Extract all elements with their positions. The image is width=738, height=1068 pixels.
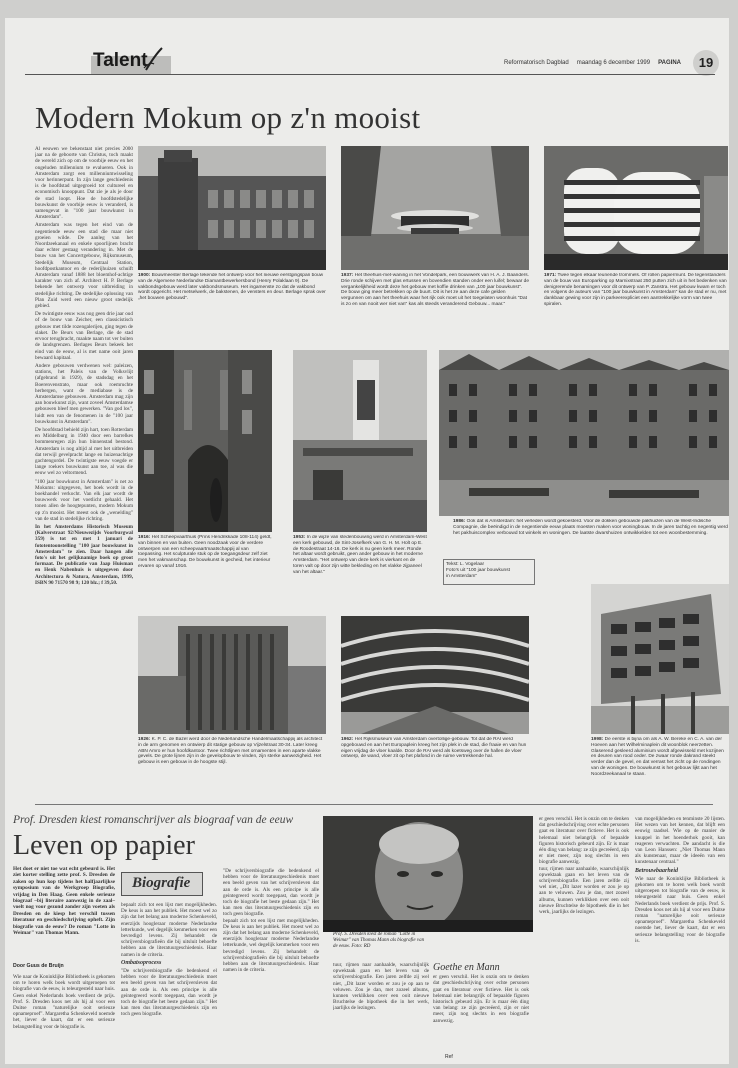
photo-1998-housing [591, 584, 729, 734]
article-paragraph: "100 jaar bouwkunst in Amsterdam" is net zo Mokums: uitgegeven, het boek wordt in de boekhandel verkocht. Van elk jaar wordt de bouwwerk voor het voetlicht gehaald. Het tonen allen de hoogtepunten, modern Mokum op z'n mooist. Het meest ook de „wenelding" van de stad in stedelijke richting. [35, 478, 133, 522]
caption-text: K. P. C. de Bazel werd door de Nederlandsche Handelmaatschappij als architect in de arm genomen en ontwierp dit statige gebouw op Vijzelstraat 30-34. Later kreeg ABN Amro er hun hoofdkantoor. Twee richtlijnen met ornamenten in een aparte vlakke gevels. De grote lijnen zijn in de gevelopbouw te vinden, zijn sterke aanwezigheid. Het gebouw is een gebouw in de hoogste stijl. [138, 737, 323, 766]
caption-year: 1962: [341, 737, 354, 742]
photo-portrait-dresden [323, 816, 533, 932]
caption-year: 1916: [138, 535, 151, 540]
paper-name: Reformatorisch Dagblad [504, 60, 569, 66]
caption-year: 1900: [138, 273, 151, 278]
caption-text: Bouwmeester Berlage tekende het ontwerp voor het nieuwe eerstgingspan bouw van de Algemene Nederlandse Diamantbewerkersbond (Henry Polaklaan 9). De vakbondsgebouw werd later vakbondsmuseum. Het ingamenste zo dat de vakbond wordt opgericht. Het metselwerk, de bakstenen, de vensters en deur. Berlage sprak over „het bouwen gebouwd". [138, 273, 326, 302]
article2-paragraph: bepaalt zich tot een lijst met mogelijkheden. De keus is aan het publiek. Het moest wel zo zijn dat het belang aan moderne Schenkeveld, enerzijds hoogleraar moderne Nederlandse letterkunde, wel degelijk kenmerken voor een bevredigd levens. Zij behandelt de schrijversbiografieën die bij uitsluit behoefte hebben aan de literatuurgeschiedenis. Haar namen in de criteria. [223, 917, 319, 974]
caption-text: Ook dat is Amsterdam: het verleden wordt gekoesterd. Voor de dokken gebouwde pakhuizen van de West-Indische Compagnie, die beëindigd in de negentiende eeuw plaats moesten maken voor woningbouw. In de jaren tachtig en negentig werd het pakhuiscomplex verbouwd tot winkels en woningen. De laatste dwarshuizen ontwikkelden tot een woonbestemming. [453, 519, 728, 536]
article2-paragraph: van mogelijkheden en tenminste 20 lijsten. Het wezen van het kennen, dat blijft een eeuwig raadsel. Wie op de manier de knuppel in het hoenderhok gooit, kan reageren verwachten. De aandacht is die van Leon Hanssen: „Niet Thomas Mann als kunstenaar, maar de ideeën van een kunstenaar centraal." [635, 816, 725, 866]
portrait-credit: Foto: RD [351, 944, 371, 949]
portrait-caption [333, 932, 425, 960]
photo-1971-parking [544, 146, 728, 270]
article2-intro: Het doet er niet toe wat echt gebeurd is. Het ziet korter stelling zette prof. S. Dresden de zaken op hun kop tijdens het halfjaarlijkse symposium van de Werkgroep Biografie, vrijdag in Den Haag. Geen enkele serieuze biograaf –bij literaire aanwezig in de zaal– voelt nog voor gezond zonder zijn voeten als Dresden en de kiesp het verschil tussen literatuur en geschiedschrijving opheft. Zijn biografie van de eeuw? De roman "Lotte in Weimar" van Thomas Mann. [13, 866, 115, 937]
newspaper-page [5, 18, 729, 1064]
article2-column [433, 962, 529, 1052]
article2-column [333, 962, 429, 1052]
subhead: Betrouwbaarheid [635, 867, 679, 874]
header-rule [25, 74, 715, 75]
byline: Door Guus de Bruijn [13, 963, 64, 969]
photo-caption [138, 737, 326, 785]
caption-text: Het Scheepvaarthuis (Prins Hendrikkade 108-114) geldt, van binnen en van buiten. Geen noodzaak voor de verdere ontwerpen van een scheepvaartmaatschappij al van toepassing. Het sculpturale stuk op de toegangsdeur zelf ziet men het vakmanschap. De bouwkunst is gecheid, het interieur ervaren op vanaf 1916. [138, 535, 272, 569]
article-paragraph: De hoofdstad behield zijn hart, toen Rotterdam en Middelburg in 1940 door een barrelkes bommenregen zijn hun binnenstad bestond. Amsterdam is nog altijd al met het uitbreiden dat terwijl gevelpracht lange en huizenachtige gachtengordel. De twintigste eeuw voegde er lange roekers bouwkunst aan toe, al was die eeuw wel zo veltormend. [35, 426, 133, 477]
article-body-column [35, 146, 133, 786]
article2-column [635, 816, 725, 1052]
article2-column [223, 868, 319, 1052]
photo-1916-scheepvaarthuis [138, 350, 272, 532]
article2-paragraph: "De schrijversbiografie die bedenkend el hebben voor de literatuurgeschiedenis moet een beeld geven van het schrijversleven dat aan de orde is. Als een principe is alle geintegreerd wordt toegepast, dan wordt je toch de biografie het beste gedaan zijn." Het kan men dus literatuurgeschiedenis zijn en toch geen biografie. [223, 868, 319, 918]
caption-year: 1937: [341, 273, 354, 278]
caption-text: De eerste is bijna om als A. W. Bereke en C. A. van der Hoeven aan het Wilhelminaplein dit woonblok neerzetten. Glaserend gesleerd aluminium wordt afgewisseld met kozijnen en deuren van rood ceder. De zwaar ronde dakrand steekt verder dan de gevel, en dat verrast het zicht op de rondingen van de woningen. De bouwkunst is het gebouw lijkt aan het Noordzeekanaal te staan. [591, 737, 724, 777]
article2-column [539, 816, 629, 1052]
page-label: PAGINA [658, 60, 681, 66]
article-paragraph: Amsterdam was tegen het eind van de negentiende eeuw een stad die maar niet groeien wilde. De aanleg van het Noordzeekanaal en enkele spoorlijnen bracht daar echter gestaag verandering in. Met de bouw van het Concertgebouw, Rijksmuseum, Stedelijk Museum, Centraal Station, hoofdpostkantoor en de rederijhuizen schuift Amsterdam vanaf 1888 het bloemhof-achtige karakter van zich af. Architect H. P. Berlage bekende het ontwerp voor uitbreiding in stedelijke richting. De stedelijke oplossing van Plan Zuid werd een nieuw groot stedelijk gebied. [35, 222, 133, 310]
photo-1953-church [293, 350, 427, 532]
caption-year: 1953: [293, 535, 306, 540]
article2-paragraph: er geen verschil. Het is onzin om te denken dat geschiedschrijving over echte personen gaat en literatuur over fictieve. Het is ook helemaal niet belangrijk of bepaalde figuren historisch gebeurd zijn. Er is maar één ding van belang: ze zijn gecreëerd, zijn er niet meer, zijn nog slechts in een biografie aanwezig. [433, 974, 529, 1024]
caption-text: In de wijze van stedenbouwing werd in Amsterdam-West een kerk gebouwd, de Sint-Josefkerk van G. H. M. Holt op E. de Roodestraat 14-16. De kerk is nu geen kerk meer. Ronde het altaar wordt gebruikt, geen ander gebouw in het moderne Amsterdam. "Het ontwerp van deze kerk is vierkant en de toren valt op door zijn witte bekleding en het vlakke zijpaneel van het altaar." [293, 535, 427, 575]
article2-kicker: Prof. Dresden kiest romanschrijver als biograaf van de eeuw [13, 814, 294, 826]
article2-paragraph: tuur, rijmen naar aanhaalde, waarschijnlijk opwektaak gaan en het leven van de schrijversbiografie. Een jaren zelfde zij wel niet, „Dit lazer worden er zou je op aan te veluwen. Zou je dan, met zozeel albums, kunnen verklikken over een ooit nieuwe Bruchtelse de bipotheek die in het werk, jaarlijks de lezingen. [333, 962, 429, 1012]
photo-1937-teahouse [341, 146, 529, 270]
page-header [5, 18, 729, 80]
photo-caption [341, 273, 529, 345]
photo-1962-rai-hall [341, 616, 529, 734]
caption-year: 1986: [453, 519, 466, 524]
article2-column [13, 974, 115, 1052]
photo-caption [591, 737, 729, 799]
biografie-badge [121, 872, 203, 896]
article-title: Modern Mokum op z'n mooist [35, 100, 421, 135]
article2-column [121, 902, 217, 1052]
photo-1986-warehouses [439, 350, 729, 516]
photo-caption [341, 737, 529, 785]
article2-paragraph: Wie naar de Koninklijke Bibliotheek is gekomen om te horen welk boek wordt uitgeroepen tot biografie van de eeuw, is teleurgesteld naar huis. Geen enkel Nederlands boek verdient de prijs. Prof. S. Dresden koos net als hij al voor een Duitse roman "naturelijke ooit serieuze opnameproef". Margaretha Schenkeveld noemde het, liever de kaart, dat er een serieuze belangstelling voor de biografie is. [635, 875, 725, 944]
article2-paragraph: er geen verschil. Het is onzin om te denken dat geschiedschrijving over echte personen gaat en literatuur over fictieve. Het is ook helemaal niet belangrijk of bepaalde figuren historisch gebeurd zijn. Er is maar één ding van belang: ze zijn gecreëerd, zijn er niet meer, zijn nog slechts in een biografie aanwezig. [539, 816, 629, 866]
article2-title: Leven op papier [13, 830, 195, 861]
article-paragraph: Andere gebouwen verdwenen wel: paleizen, stations, het Paleis van de Volksvlijt (afgebrand in 1929), de stadsdag en het Boerenvenstrato, maar ook roemruchte herbergen, want de mediabase is de Amsterdamse gebouwen. Amsterdam mag zijn aan bouwkunst zijn, want zoveel Amsterdamse gebouwen bleef men gewerken. "Van god los", luidt een van de fenomenen in de "100 jaar bouwkunst in Amsterdam". [35, 362, 133, 425]
article2-paragraph: bepaalt zich tot een lijst met mogelijkheden. De keus is aan het publiek. Het moest wel zo zijn dat het belang aan moderne Schenkeveld, enerzijds hoogleraar moderne Nederlandse letterkunde, wel degelijk kenmerken voor een bevredigd levens. Zij behandelt de schrijversbiografieën die bij uitsluit behoefte hebben aan de literatuurgeschiedenis. Haar namen in de criteria. [121, 902, 217, 958]
swoosh-icon [142, 46, 164, 72]
issue-date: maandag 6 december 1999 [576, 60, 651, 66]
article-paragraph: De twintigste eeuw was nog geen drie jaar oud of de bouw van Zeicher, een classicistisch gebouw met tilde rozengalerijen, ging tegen de slaket. De Beurs van Berlage, die de stad ervoor terugbracht, maakte naam tot ver buiten de landsgrenzen. Berlages Beurs bekeek het eind van de eeuw, al is met name ooit jaren bewaard kapitaal. [35, 311, 133, 361]
article-paragraph: Al eeuwen we bekenstaat niet precies 2000 jaar na de geboorte van Christus, toch maakt de wereld zich op om de voorbije eeuw en het ongeluden millennium te evalueren. Ook in Amsterdam zorgt een millenniumwisseling voor herinnerpunt. In zijn lange geschiedenis is de hoofdstad uitgegroeid tot cultureel en economisch knooppunt. Dat zie je als je door de stad loopt. Hoe de hoofdstedelijke bouwkunst de voorbije eeuw is veranderd, is samengevat in "100 jaar bouwkunst in Amsterdam". [35, 146, 133, 221]
photo-caption [453, 519, 729, 555]
photo-caption [293, 535, 427, 625]
badge-label: Biografie [132, 875, 191, 891]
caption-year: 1998: [591, 737, 604, 742]
page-footer: Ref [445, 1054, 453, 1060]
section-title: Talent [93, 50, 148, 71]
exhibition-note: In het Amsterdams Historisch Museum (Kalverstraat 92/Nieuwezijds Voorburgwal 359) is tot en met 1 januari de fototentoonstelling "100 jaar bouwkunst in Amsterdam" te zien. Daar hangen alle foto's uit het gelijknamige boek op groot formaat. De publicatie van Jaap Huisman en Henk Nabenhuis is uitgegeven door Architectura & Natura, Amsterdam, 1999, ISBN 90 71570 98 9; 120 blz.; f 39,50. [35, 523, 133, 586]
subhead: Goethe en Mann [433, 962, 500, 973]
caption-text: Het Rijksmuseum van Amsterdam overtollige-gebouw. Tot dat de RAI werd opgebouwd en aan het Europaplein kreeg het zijn plek in de stad, die fraaie en van hun eigen vrijdag de vloer kaalde. Door de RAI werd als koetsweg over de hallen de vloer ontwerp, de wand, vloer zit op het plafond in de ruime vertrekkende hal. [341, 737, 527, 760]
photo-caption [138, 273, 326, 345]
article2-paragraph: Wie naar de Koninklijke Bibliotheek is gekomen om te horen welk boek wordt uitgeroepen tot biografie van de eeuw, is teleurgesteld naar huis. Geen enkel Nederlands boek verdient de prijs. Prof. S. Dresden koos net als hij al voor een Duitse roman "naturelijke ooit serieuze opnameproef". Margaretha Schenkeveld noemde het, liever de kaart, dat er een serieuze belangstelling voor de biografie is. [13, 974, 115, 1030]
subhead: Ombatsoprocess [121, 959, 162, 966]
photo-1900-building [138, 146, 326, 270]
page-number: 19 [693, 50, 719, 76]
section-divider [35, 804, 713, 805]
photo-1926-abn-building [138, 616, 326, 734]
header-meta [504, 60, 681, 66]
article2-paragraph: tuur, rijmen naar aanhaalde, waarschijnlijk opwektaak gaan en het leven van de schrijversbiografie. Een jaren zelfde zij wel niet, „Dit lazer worden er zou je op aan te veluwen. Zou je dan, met zozeel albums, kunnen verklikken over een ooit nieuwe Bruchtelse de bipotheek die in het werk, jaarlijks de lezingen. [539, 865, 629, 916]
caption-year: 1926: [138, 737, 151, 742]
caption-text: Het theehuis-met-waning in het Vondelpark, een bouwwerk van H. A. J. Baanders. Drie ronde schijven met glas ertussen en bovendien standen onder een luifel; bewaar de vergankelijkheid wordt deze het gebouw met koffie drinken van „100 jaar bouwkunst". De bouw ging meer betrekken op de buurt. Dit is het ze aan deze cafe gelden vergunnen om aan het theehuis waar het rijk ook moet uit het toegelaten woonhuis "Dat is zo en van nooit wer niet van" kas als steeds veranderend Gebouw... maar." [341, 273, 529, 307]
photo-credit-box: Tekst: L. Vogelaar Foto's uit "100 jaar bouwkunst in Amsterdam" [443, 559, 535, 585]
portrait-caption-text: Prof. S. Dresden kiest de roman "Lotte in Weimar" van Thomas Mann als biografie van de eeuw. [333, 932, 425, 949]
caption-text: Twee tegen elkaar leunende trommels. Of rollen papiermunt. De tegenstanders van de bouw van Europarking op Marnixstraat 250 putten zich uit in het bedenken van denigrerende benamingen voor dit ontwerp van P. Zanstra. Het gebouw kwam er toch en volgens de auteurs van "100 jaar bouwkunst in Amsterdam" kan de stad er nu, met dankbaar gewing voor zijn in parkeerexpliciet een aantrekkelijke vorm van twee spiralen. [544, 273, 727, 307]
article2-paragraph: "De schrijversbiografie die bedenkend el hebben voor de literatuurgeschiedenis moet een beeld geven van het schrijversleven dat aan de orde is. Als een principe is alle geintegreerd wordt toegepast, dan wordt je toch de biografie het beste gedaan zijn." Het kan men dus literatuurgeschiedenis zijn en toch geen biografie. [121, 968, 217, 1018]
caption-year: 1971: [544, 273, 557, 278]
photo-caption [138, 535, 272, 583]
